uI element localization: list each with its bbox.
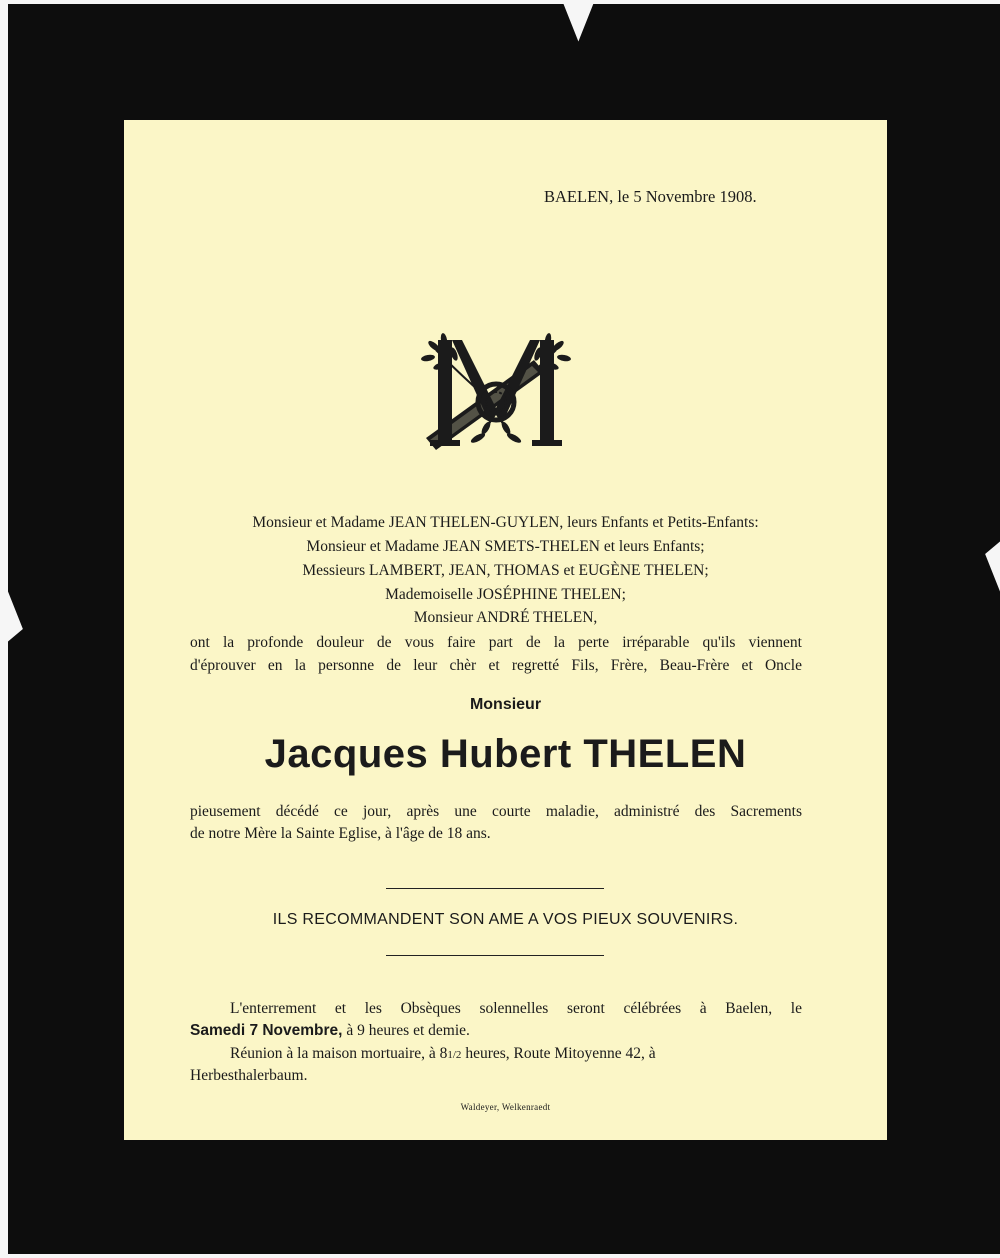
funeral-place: Herbesthalerbaum. (190, 1067, 308, 1084)
family-line: Monsieur et Madame JEAN SMETS-THELEN et leurs Enfants; (306, 538, 705, 555)
divider-top (386, 888, 604, 889)
funeral-date: Samedi 7 Novembre, (190, 1022, 343, 1039)
reunion-line (230, 1045, 802, 1063)
death-notice-paper (124, 120, 887, 1140)
reunion-fraction: 1/2 (447, 1049, 462, 1061)
family-line: Monsieur et Madame JEAN THELEN-GUYLEN, leurs Enfants et Petits-Enfants: (252, 514, 759, 531)
divider-bottom (386, 955, 604, 956)
memorial-monogram-icon (416, 320, 576, 460)
recommendation: ILS RECOMMANDENT SON AME A VOS PIEUX SOUVENIRS. (272, 911, 739, 928)
funeral-date-line (190, 1022, 470, 1040)
family-line: Monsieur ANDRÉ THELEN, (413, 609, 598, 626)
reunion-text (230, 1045, 656, 1063)
funeral-line: L'enterrement et les Obsèques solennelles seront célébrées à Baelen, le (230, 1000, 802, 1017)
death-line: de notre Mère la Sainte Eglise, à l'âge de 18 ans. (190, 825, 491, 842)
announcement-line: d'éprouver en la personne de leur chèr et regretté Fils, Frère, Beau-Frère et Oncle (190, 657, 802, 674)
date-line: BAELEN, le 5 Novembre 1908. (544, 187, 757, 206)
family-line: Messieurs LAMBERT, JEAN, THOMAS et EUGÈNE THELEN; (302, 562, 709, 579)
reunion-text-a: Réunion à la maison mortuaire, à 8 (230, 1045, 448, 1062)
printer-credit: Waldeyer, Welkenraedt (460, 1102, 551, 1112)
deceased-name: Jacques Hubert THELEN (264, 732, 747, 776)
death-line: pieusement décédé ce jour, après une courte maladie, administré des Sacrements (190, 803, 802, 820)
family-line: Mademoiselle JOSÉPHINE THELEN; (385, 586, 626, 603)
reunion-text-b: heures, Route Mitoyenne 42, à (461, 1045, 656, 1062)
announcement-line: ont la profonde douleur de vous faire part de la perte irréparable qu'ils viennent (190, 634, 802, 651)
deceased-title: Monsieur (469, 696, 542, 713)
funeral-time: à 9 heures et demie. (342, 1022, 470, 1039)
